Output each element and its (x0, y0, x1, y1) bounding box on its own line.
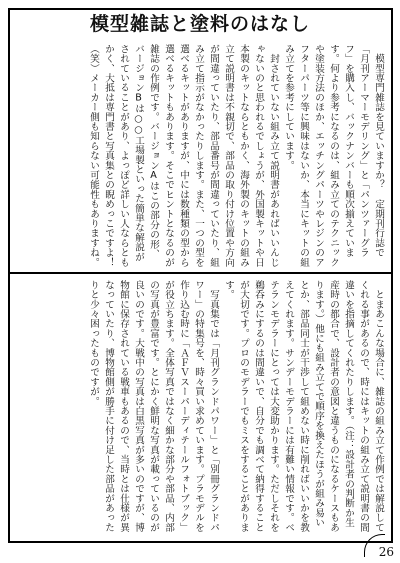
paragraph: とまあこんな場合に、雑誌の組み立て作例では解説してくれる事があるので、時にはキットの組み立て説明書の間違いを指摘してくれたりします。（注：設計者の判断か生産時の都合で、設計者の意図と違うものになるケースもあります。）他にも組み立てで順序を換えたほうが組み易いとか、部品同士が干渉して組めない時に削ればいいかを教えてくれます。サンデーモデラーには有難い情報です。ベテランモデラーにとっては大変助かります。ただしそれを鵜呑みにするのは間違いで、自分でも調べて納得することが大切です。プロのモデラーでもミスをすることがあります。 (223, 280, 384, 533)
paragraph: 写真集では「月刊グランドパワー」と「別冊グランドパワー」の特集号を、時々買い求めています。プラモデルを作り込む時に「ＡＦＶスーパーディテールフォトブック」が役立ちます。全体写真ではなく細かな部分や部品、内部の写真が豊富です。とにかく鮮明な写真が載っているのが良いのです。大戦中の写真は白黒写真が多いのですが、博物館に保存されている戦車もあるので、当時とは仕様が異なっていたり、博物館側が勝手に付け足した部品があったりと少々困ったものですが。 (88, 280, 219, 533)
paragraph: 模型専門雑誌を見ていますか？ 定期刊行誌で「月刊アーマーモデリング」と「パンツァーグラフ」を購入し、バックナンバーも順次揃えています。何より参考になるのは、組み立てのテクニックや塗装方法のほか、エッチングパーツやレジンのアフターパーツ等に興味はないか、本当にキットの組み立てを参考にしています。 (283, 44, 384, 268)
paragraph: 封されていない組み立て説明書があればいいんじゃないのと思われるでしょうが、外国製キットや日本製のキットならともかく、海外製のキットの組み立て説明書は不親切で、部品の取り付け位置や方向が間違っていたり、部品番号が間違っていたり、組み立て指示がなかったりします。また、一つの型を選べるキットがありますが、中には数種類の型から選べるキットもあります。そこでヒントとなるのが雑誌の作例です。バージョンAはこの部分の形、バージョンBは○○工場製といった簡単な解説がされていることがあり、よっぽど詳しい人ならともかく、大抵は専門書と写真集との睨めっこですよ！（笑）メーカー側も知らない可能性もありますね。 (88, 44, 279, 268)
top-article-text (14, 44, 386, 268)
page-number: 26 (378, 545, 394, 559)
section-divider (8, 272, 393, 274)
bottom-article-text (14, 280, 386, 535)
page-title: 模型雑誌と塗料のはなし (89, 13, 310, 35)
